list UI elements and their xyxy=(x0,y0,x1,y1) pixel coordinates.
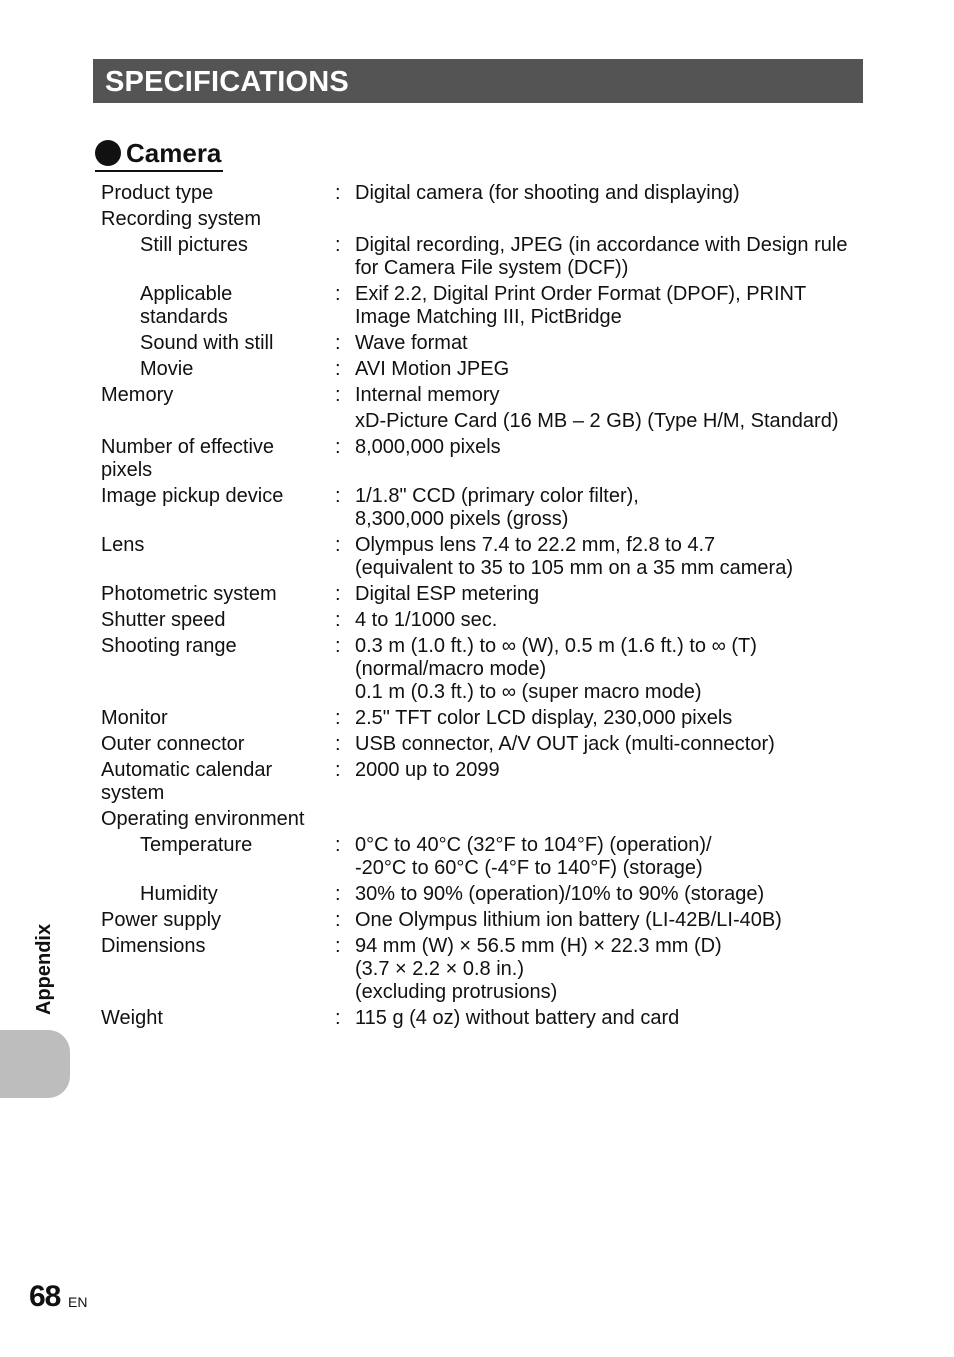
spec-value-line: 0.1 m (0.3 ft.) to ∞ (super macro mode) xyxy=(355,681,702,703)
spec-value-line: for Camera File system (DCF)) xyxy=(355,257,629,279)
spec-separator: : xyxy=(335,909,341,931)
spec-label xyxy=(101,410,335,433)
spec-label: Recording system xyxy=(101,208,262,230)
spec-separator: : xyxy=(335,182,341,204)
spec-row xyxy=(101,582,871,608)
spec-row xyxy=(101,758,871,807)
spec-row xyxy=(101,233,871,282)
spec-row xyxy=(101,634,871,706)
spec-separator: : xyxy=(335,436,341,458)
spec-value-line: Wave format xyxy=(355,332,468,354)
spec-value-line: 0.3 m (1.0 ft.) to ∞ (W), 0.5 m (1.6 ft.) to ∞ (T) xyxy=(355,635,757,657)
spec-label: Memory xyxy=(101,384,174,406)
spec-separator: : xyxy=(335,609,341,631)
spec-separator: : xyxy=(335,332,341,354)
spec-row xyxy=(101,409,871,435)
spec-row xyxy=(101,608,871,634)
spec-row xyxy=(101,934,871,1006)
page-title: SPECIFICATIONS xyxy=(105,66,349,98)
spec-value xyxy=(355,609,871,632)
spec-row xyxy=(101,706,871,732)
spec-value xyxy=(355,410,871,433)
spec-label: Operating environment xyxy=(101,808,305,830)
spec-label: Still pictures xyxy=(140,234,248,256)
spec-separator: : xyxy=(335,234,341,256)
spec-value xyxy=(355,332,871,355)
spec-label: Power supply xyxy=(101,909,222,931)
spec-value xyxy=(355,436,871,482)
spec-value-line: One Olympus lithium ion battery (LI-42B/LI-40B) xyxy=(355,909,782,931)
spec-separator: : xyxy=(335,834,341,856)
spec-value-line: Digital ESP metering xyxy=(355,583,540,605)
spec-label: Shooting range xyxy=(101,635,237,657)
spec-row xyxy=(101,181,871,207)
spec-label: Sound with still xyxy=(140,332,274,354)
spec-value-line: 1/1.8" CCD (primary color filter), xyxy=(355,485,639,507)
spec-separator: : xyxy=(335,583,341,605)
spec-value xyxy=(355,733,871,756)
spec-separator: : xyxy=(335,358,341,380)
spec-row xyxy=(101,484,871,533)
spec-value xyxy=(355,485,871,531)
spec-row xyxy=(101,882,871,908)
section-title: Camera xyxy=(126,138,222,168)
spec-value-line: 0°C to 40°C (32°F to 104°F) (operation)/ xyxy=(355,834,712,856)
spec-label: Weight xyxy=(101,1007,163,1029)
spec-value-line: Internal memory xyxy=(355,384,500,406)
spec-row xyxy=(101,331,871,357)
spec-value xyxy=(355,384,871,407)
spec-label: Automatic calendar system xyxy=(101,759,273,804)
spec-value-line: Digital recording, JPEG (in accordance with Design rule xyxy=(355,234,848,256)
spec-value-line: -20°C to 60°C (-4°F to 140°F) (storage) xyxy=(355,857,703,879)
spec-value-line: USB connector, A/V OUT jack (multi-connector) xyxy=(355,733,775,755)
spec-row xyxy=(101,1006,871,1032)
spec-row xyxy=(101,383,871,409)
spec-separator: : xyxy=(335,534,341,556)
spec-row xyxy=(101,282,871,331)
spec-value-line: (excluding protrusions) xyxy=(355,981,558,1003)
spec-separator: : xyxy=(335,935,341,957)
page-number: 68 xyxy=(29,1280,61,1313)
spec-value xyxy=(355,808,871,831)
spec-value-line: Exif 2.2, Digital Print Order Format (DPOF), PRINT xyxy=(355,283,807,305)
spec-label: Monitor xyxy=(101,707,168,729)
spec-separator: : xyxy=(335,635,341,657)
spec-value-line: (3.7 × 2.2 × 0.8 in.) xyxy=(355,958,524,980)
spec-value-line: (equivalent to 35 to 105 mm on a 35 mm camera) xyxy=(355,557,793,579)
spec-value xyxy=(355,909,871,932)
page-language: EN xyxy=(68,1294,88,1310)
spec-value xyxy=(355,583,871,606)
spec-list xyxy=(101,181,871,1032)
spec-label: Lens xyxy=(101,534,145,556)
spec-value xyxy=(355,883,871,906)
spec-value-line: Image Matching III, PictBridge xyxy=(355,306,622,328)
spec-value-line: 115 g (4 oz) without battery and card xyxy=(355,1007,680,1029)
spec-label: Image pickup device xyxy=(101,485,284,507)
spec-separator: : xyxy=(335,485,341,507)
spec-label: Movie xyxy=(140,358,194,380)
spec-value-line: 8,300,000 pixels (gross) xyxy=(355,508,569,530)
spec-label: Temperature xyxy=(140,834,253,856)
spec-label: Number of effective pixels xyxy=(101,436,275,481)
spec-value-line: 94 mm (W) × 56.5 mm (H) × 22.3 mm (D) xyxy=(355,935,722,957)
spec-row xyxy=(101,732,871,758)
spec-value xyxy=(355,358,871,381)
spec-value xyxy=(355,208,871,231)
spec-row xyxy=(101,908,871,934)
spec-value xyxy=(355,834,871,880)
spec-row xyxy=(101,357,871,383)
spec-separator: : xyxy=(335,707,341,729)
spec-separator: : xyxy=(335,733,341,755)
spec-value xyxy=(355,1007,871,1030)
spec-value-line: Olympus lens 7.4 to 22.2 mm, f2.8 to 4.7 xyxy=(355,534,716,556)
spec-label: Applicable standards xyxy=(140,283,233,328)
spec-label: Humidity xyxy=(140,883,218,905)
spec-row xyxy=(101,207,871,233)
spec-value xyxy=(355,234,871,280)
spec-value-line: 8,000,000 pixels xyxy=(355,436,501,458)
spec-separator: : xyxy=(335,384,341,406)
spec-value-line: 2000 up to 2099 xyxy=(355,759,500,781)
spec-row xyxy=(101,435,871,484)
spec-separator: : xyxy=(335,1007,341,1029)
spec-row xyxy=(101,807,871,833)
spec-label: Shutter speed xyxy=(101,609,226,631)
camera-section-heading xyxy=(95,136,223,172)
spec-value xyxy=(355,534,871,580)
spec-value-line: AVI Motion JPEG xyxy=(355,358,510,380)
spec-value xyxy=(355,635,871,704)
spec-separator: : xyxy=(335,283,341,305)
spec-label: Outer connector xyxy=(101,733,245,755)
spec-separator: : xyxy=(335,883,341,905)
spec-value-line: Digital camera (for shooting and displaying) xyxy=(355,182,740,204)
spec-row xyxy=(101,533,871,582)
spec-value xyxy=(355,283,871,329)
spec-label: Dimensions xyxy=(101,935,206,957)
side-tab xyxy=(0,1030,70,1098)
spec-value xyxy=(355,182,871,205)
spec-value-line: (normal/macro mode) xyxy=(355,658,547,680)
spec-label: Product type xyxy=(101,182,214,204)
spec-value-line: 2.5" TFT color LCD display, 230,000 pixels xyxy=(355,707,733,729)
spec-separator: : xyxy=(335,759,341,781)
spec-value xyxy=(355,707,871,730)
section-header-bar xyxy=(93,59,863,103)
spec-value-line: xD-Picture Card (16 MB – 2 GB) (Type H/M, Standard) xyxy=(355,410,839,432)
bullet-circle-icon xyxy=(95,140,121,166)
spec-value xyxy=(355,759,871,805)
spec-value-line: 30% to 90% (operation)/10% to 90% (storage) xyxy=(355,883,765,905)
spec-value xyxy=(355,935,871,1004)
spec-value-line: 4 to 1/1000 sec. xyxy=(355,609,498,631)
side-tab-label: Appendix xyxy=(33,923,55,1015)
spec-row xyxy=(101,833,871,882)
spec-label: Photometric system xyxy=(101,583,277,605)
